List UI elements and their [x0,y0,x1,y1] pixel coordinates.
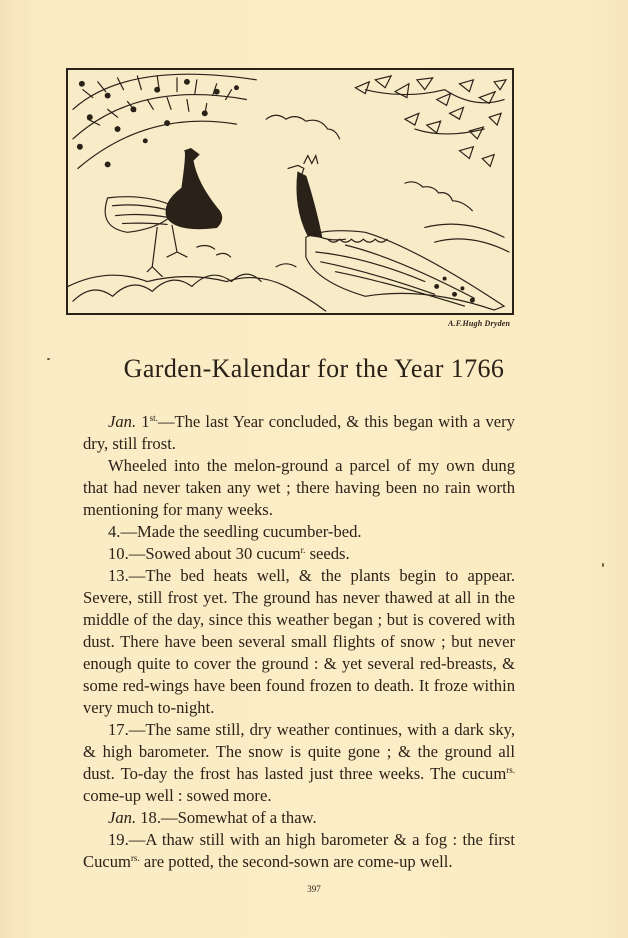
month-label: Jan. [108,412,137,431]
page-number: 397 [307,884,321,894]
page-title: Garden-Kalendar for the Year 1766 [123,354,505,383]
foliage [355,76,506,167]
tail-fan [73,74,256,168]
entry-jan-10: 10.—Sowed about 30 cucum$^{r.}$ seeds. [108,544,350,563]
paper-speck [602,563,604,567]
peacock-engraving [68,70,512,313]
calendar-body [83,411,515,873]
entry-jan-19: 19.—A thaw still with an high barometer & a fog : the first Cucum$^{rs.}$ are potted, the second-sown are come-up well. [83,830,515,871]
month-label: Jan. [108,808,137,827]
entry-jan-4: 4.—Made the seedling cucumber-bed. [108,522,362,541]
paper-speck [47,358,50,360]
illustrator-signature: A.F.Hugh Dryden [448,319,511,328]
entry-melon-ground: Wheeled into the melon-ground a parcel of my own dung that had never taken any wet ; there having been no rain worth mentioning for many weeks. [83,456,515,519]
entry-jan-13: 13.—The bed heats well, & the plants begin to appear. Severe, still frost yet. The ground has never thawed at all in the middle of the day, since this weather began ; but is covered with dust. There have been several small flights of snow ; but never enough quite to cover the ground : & yet several red-breasts, & some red-wings have been found frozen to death. It froze within very much to-night. [83,566,515,717]
entry-jan-17: 17.—The same still, dry weather continues, with a dark sky, & high barometer. The snow is quite gone ; & the ground all dust. To-day the frost has lasted just three weeks. The cucum$^{rs.}$ come-up well : sowed more. [83,720,515,805]
peacock-illustration [66,68,514,315]
entry-jan-1: Jan. $1^{st.}—The$ last Year concluded, & this began with a very dry, still frost. [83,412,515,453]
entry-jan-18: Jan. 18.—Somewhat of a thaw. [108,808,317,827]
